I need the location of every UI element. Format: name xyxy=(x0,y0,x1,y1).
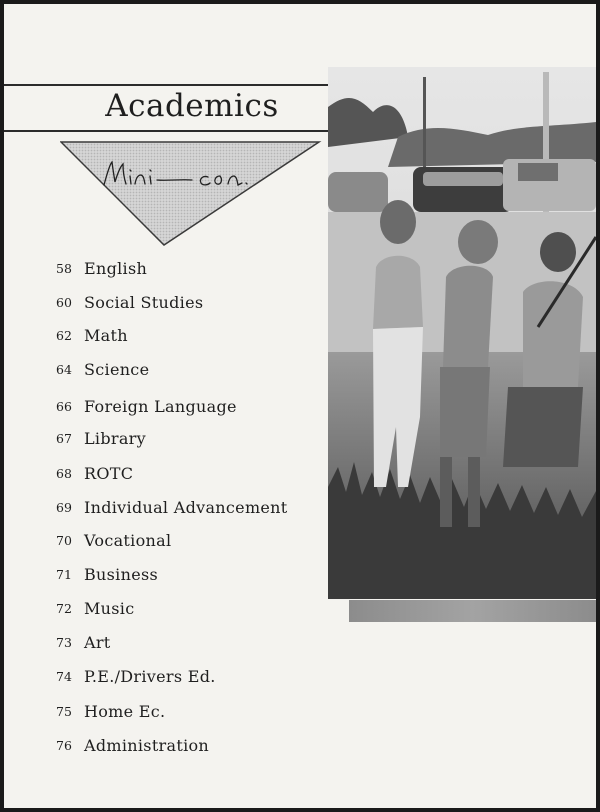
page-title: Academics xyxy=(105,88,279,124)
photo-students-outdoors-icon xyxy=(328,67,596,599)
toc-item-social-studies: 60 Social Studies xyxy=(56,293,204,312)
decorative-gray-bar xyxy=(349,600,596,622)
toc-item-vocational: 70 Vocational xyxy=(56,531,172,550)
toc-item-administration: 76 Administration xyxy=(56,736,210,755)
toc-item-math: 62 Math xyxy=(56,326,128,345)
toc-item-business: 71 Business xyxy=(56,565,158,584)
yearbook-page xyxy=(4,4,596,808)
students-outdoors-photo xyxy=(328,67,596,599)
toc-item-art: 73 Art xyxy=(56,633,111,652)
toc-item-library: 67 Library xyxy=(56,429,146,448)
toc-item-music: 72 Music xyxy=(56,599,135,618)
mini-con-triangle xyxy=(60,140,322,248)
toc-item-science: 64 Science xyxy=(56,360,150,379)
toc-item-foreign-language: 66 Foreign Language xyxy=(56,397,237,416)
toc-item-pe-drivers-ed: 74 P.E./Drivers Ed. xyxy=(56,667,216,686)
title-top-rule xyxy=(4,84,328,86)
title-bottom-rule xyxy=(4,130,328,132)
toc-item-individual-advancement: 69 Individual Advancement xyxy=(56,498,288,517)
toc-item-english: 58 English xyxy=(56,259,148,278)
toc-item-home-ec: 75 Home Ec. xyxy=(56,702,166,721)
toc-item-rotc: 68 ROTC xyxy=(56,464,134,483)
